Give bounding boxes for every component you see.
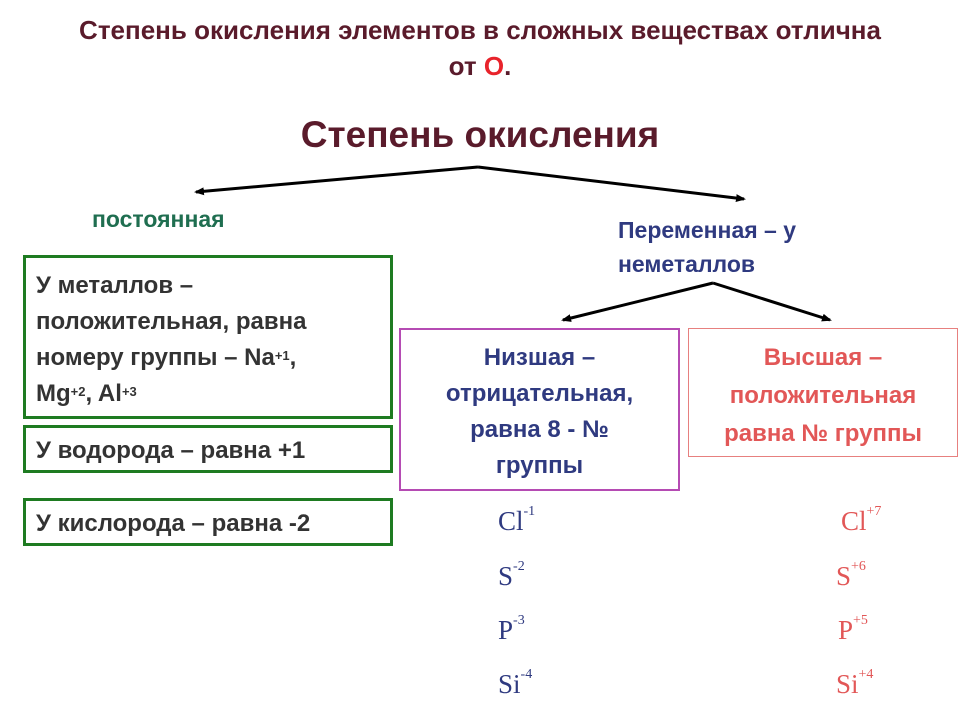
metals-line-1: У металлов – (36, 272, 194, 299)
label-variable-line-1: Переменная – у (618, 217, 797, 243)
main-title: Степень окисления (300, 114, 660, 155)
box-metals (23, 255, 393, 419)
highest-element-s: $S^{+6}$ (836, 559, 866, 591)
metals-line-2: положительная, равна (36, 308, 307, 335)
metals-line-3-text: номеру группы – Na (36, 344, 275, 371)
al-symbol: , Al (85, 380, 122, 407)
lowest-line-3: равна 8 - № (470, 416, 609, 443)
lowest-line-2: отрицательная, (445, 380, 634, 407)
na-charge: +1 (274, 348, 290, 363)
box-lowest (399, 328, 680, 491)
arrow-to-variable (478, 167, 744, 199)
header-line-2-suffix: . (504, 51, 512, 81)
highest-line-2: положительная (729, 382, 917, 409)
lowest-line-4: группы (495, 452, 584, 479)
lowest-element-cl: $Cl^{-1}$ (498, 504, 536, 536)
metals-line-3 (36, 340, 380, 376)
metals-line-4 (36, 376, 380, 412)
highest-element-si: $Si^{+4}$ (836, 667, 874, 699)
highest-element-p: $P^{+5}$ (838, 613, 868, 645)
header-line-1: Степень окисления элементов в сложных веществах отлична (79, 15, 881, 45)
highest-element-cl: $Cl^{+7}$ (841, 504, 882, 536)
mg-charge: +2 (70, 384, 86, 399)
header-element: О (483, 51, 505, 81)
arrow-to-highest (713, 283, 830, 320)
lowest-element-si: $Si^{-4}$ (498, 667, 533, 699)
al-charge: +3 (121, 384, 137, 399)
highest-line-3: равна № группы (724, 420, 922, 447)
highest-line-1: Высшая – (763, 344, 883, 371)
label-variable-line-2: неметаллов (618, 251, 756, 277)
box-oxygen: У кислорода – равна -2 (23, 498, 393, 546)
label-variable (618, 213, 796, 281)
metals-comma: , (289, 344, 297, 371)
label-constant: постоянная (92, 206, 225, 232)
lowest-element-s: $S^{-2}$ (498, 559, 525, 591)
mg-symbol: Mg (36, 380, 71, 407)
box-highest (688, 328, 958, 457)
header-line-2-prefix: от (448, 51, 484, 81)
box-hydrogen: У водорода – равна +1 (23, 425, 393, 473)
lowest-line-1: Низшая – (483, 344, 596, 371)
arrow-to-lowest (563, 283, 713, 320)
arrow-to-constant (196, 167, 478, 192)
lowest-element-p: $P^{-3}$ (498, 613, 525, 645)
